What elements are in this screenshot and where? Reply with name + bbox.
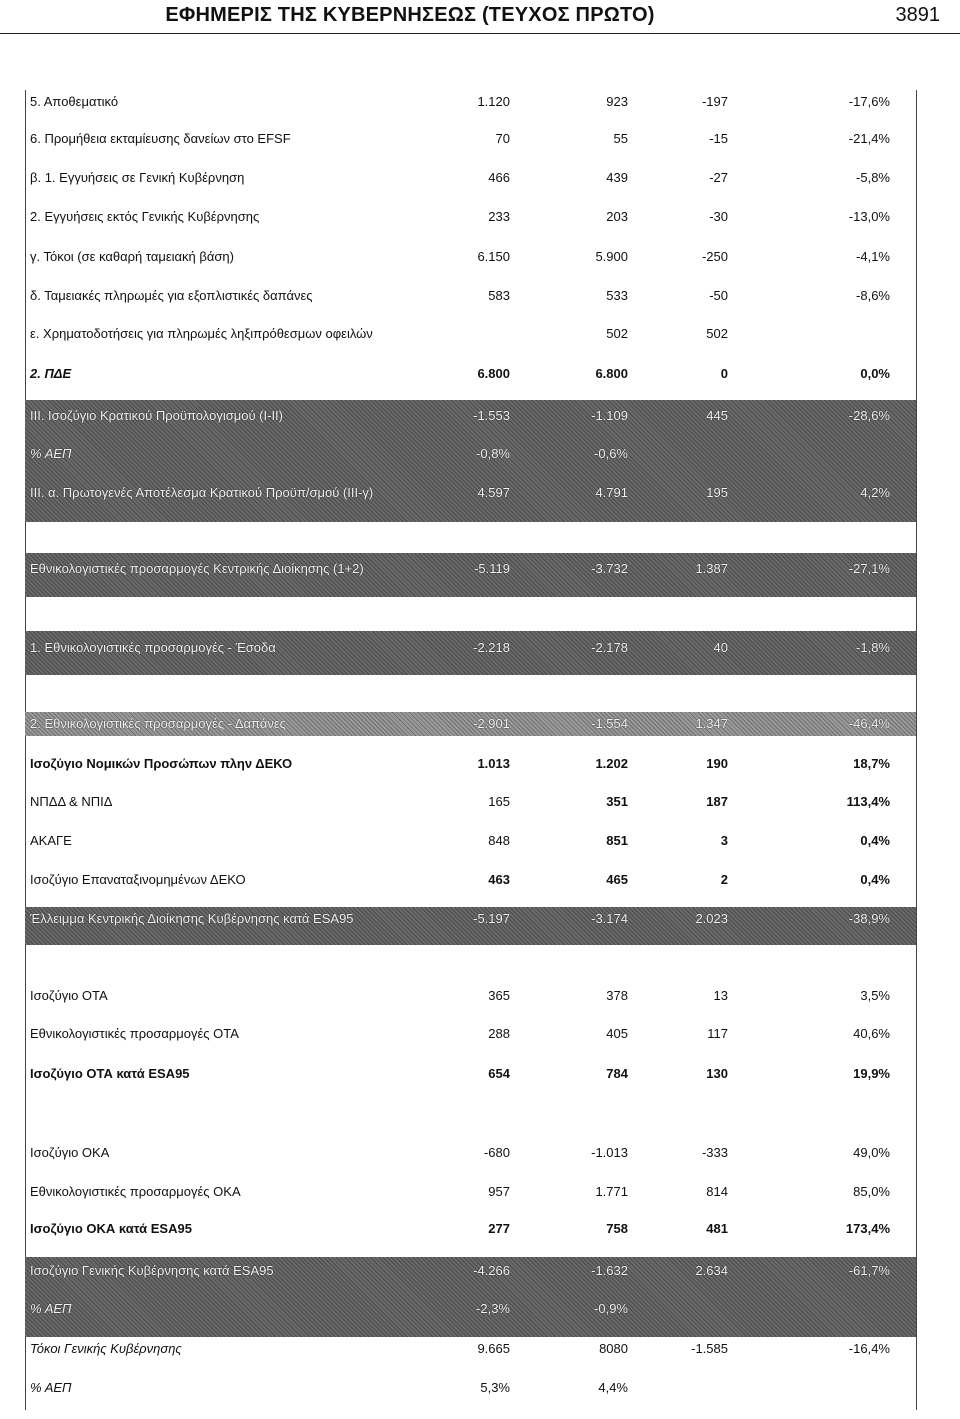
row-value-1: -2,3% [476, 1301, 510, 1316]
table-row [30, 127, 914, 151]
row-value-3: 40 [713, 640, 728, 655]
row-value-2: 1.202 [595, 756, 628, 771]
page-header [0, 0, 960, 40]
table-row [30, 752, 914, 776]
row-value-1: 1.120 [477, 94, 510, 109]
row-value-4: 0,0% [860, 366, 890, 381]
row-value-3: -27 [709, 170, 728, 185]
table-row [30, 907, 914, 931]
row-label: Εθνικολογιστικές προσαρμογές Κεντρικής Διοίκησης (1+2) [30, 561, 364, 576]
table-row [30, 404, 914, 428]
row-value-3: 187 [706, 794, 728, 809]
row-value-1: 70 [495, 131, 510, 146]
row-label: Ισοζύγιο ΟΚΑ [30, 1145, 110, 1160]
row-label: ε. Χρηματοδοτήσεις για πληρωμές ληξιπρόθεσμων οφειλών [30, 326, 373, 341]
row-value-4: -38,9% [848, 911, 890, 926]
table-row [30, 166, 914, 190]
row-value-1: -2.901 [473, 716, 510, 731]
row-value-4: -27,1% [848, 561, 890, 576]
table-row [30, 557, 914, 581]
row-value-1: 848 [488, 833, 510, 848]
row-value-4: -4,1% [856, 249, 890, 264]
table-row [30, 868, 914, 892]
header-rule [0, 33, 960, 34]
row-value-2: -3.732 [591, 561, 628, 576]
row-value-3: -333 [701, 1145, 728, 1160]
row-label: % ΑΕΠ [30, 1380, 72, 1395]
row-value-3: -197 [701, 94, 728, 109]
row-value-3: 814 [706, 1184, 728, 1199]
row-label: % ΑΕΠ [30, 1301, 72, 1316]
row-value-4: 0,4% [860, 872, 890, 887]
row-label: Ισοζύγιο Γενικής Κυβέρνησης κατά ESA95 [30, 1263, 274, 1278]
row-value-2: -1.554 [591, 716, 628, 731]
row-label: δ. Ταμειακές πληρωμές για εξοπλιστικές δαπάνες [30, 288, 313, 303]
row-value-4: -46,4% [848, 716, 890, 731]
row-value-2: 851 [606, 833, 628, 848]
row-value-1: -680 [483, 1145, 510, 1160]
table-row [30, 205, 914, 229]
row-value-4: 19,9% [853, 1066, 890, 1081]
row-value-2: 465 [606, 872, 628, 887]
row-value-3: 130 [706, 1066, 728, 1081]
row-value-1: -5.197 [473, 911, 510, 926]
row-value-3: 445 [706, 408, 728, 423]
row-label: ΝΠΔΔ & ΝΠΙΔ [30, 794, 113, 809]
row-label: III. Ισοζύγιο Κρατικού Προϋπολογισμού (I-II) [30, 408, 283, 423]
row-label: ΑΚΑΓΕ [30, 833, 72, 848]
row-value-2: 784 [606, 1066, 628, 1081]
row-value-2: -1.109 [591, 408, 628, 423]
table-row [30, 442, 914, 466]
row-value-1: 463 [488, 872, 510, 887]
row-label: III. α. Πρωτογενές Αποτέλεσμα Κρατικού Προϋπ/σμού (III-γ) [30, 485, 374, 500]
row-label: Ισοζύγιο Νομικών Προσώπων πλην ΔΕΚΟ [30, 756, 293, 771]
row-value-1: 1.013 [477, 756, 510, 771]
row-value-2: 203 [606, 209, 628, 224]
table-row [30, 1062, 914, 1086]
row-value-3: -250 [701, 249, 728, 264]
row-value-1: 466 [488, 170, 510, 185]
table-row [30, 481, 914, 505]
row-value-4: -16,4% [848, 1341, 890, 1356]
table-row [30, 712, 914, 736]
row-value-1: 365 [488, 988, 510, 1003]
row-value-4: 0,4% [860, 833, 890, 848]
row-value-4: -8,6% [856, 288, 890, 303]
row-value-2: 351 [606, 794, 628, 809]
row-value-2: -1.013 [591, 1145, 628, 1160]
row-value-3: 195 [706, 485, 728, 500]
table-row [30, 1217, 914, 1241]
row-value-1: 277 [488, 1221, 510, 1236]
row-label: Εθνικολογιστικές προσαρμογές ΟΚΑ [30, 1184, 241, 1199]
row-value-3: 2 [720, 872, 728, 887]
row-value-3: 2.023 [695, 911, 728, 926]
row-label: β. 1. Εγγυήσεις σε Γενική Κυβέρνηση [30, 170, 245, 185]
row-value-4: -5,8% [856, 170, 890, 185]
row-label: γ. Τόκοι (σε καθαρή ταμειακή βάση) [30, 249, 234, 264]
row-value-2: 8080 [599, 1341, 628, 1356]
row-value-2: -3.174 [591, 911, 628, 926]
row-value-4: 40,6% [853, 1026, 890, 1041]
row-value-1: 6.150 [477, 249, 510, 264]
row-value-3: 1.387 [695, 561, 728, 576]
row-value-3: 2.634 [695, 1263, 728, 1278]
table-row [30, 245, 914, 269]
table-row [30, 1297, 914, 1321]
table-row [30, 984, 914, 1008]
row-value-1: 583 [488, 288, 510, 303]
table-row [30, 1337, 914, 1361]
row-label: Ισοζύγιο ΟΤΑ κατά ESA95 [30, 1066, 190, 1081]
row-label: 2. ΠΔΕ [30, 366, 72, 381]
row-value-1: 654 [488, 1066, 510, 1081]
row-value-4: 4,2% [860, 485, 890, 500]
row-value-1: 4.597 [477, 485, 510, 500]
row-value-1: 165 [488, 794, 510, 809]
row-label: 2. Εγγυήσεις εκτός Γενικής Κυβέρνησης [30, 209, 260, 224]
row-value-4: -21,4% [848, 131, 890, 146]
row-label: Ισοζύγιο ΟΤΑ [30, 988, 108, 1003]
row-value-4: -28,6% [848, 408, 890, 423]
row-value-1: -5.119 [474, 561, 510, 576]
row-value-2: 378 [606, 988, 628, 1003]
row-value-1: 957 [488, 1184, 510, 1199]
row-value-4: 113,4% [846, 794, 890, 809]
table-right-border [916, 90, 917, 1410]
row-value-4: 173,4% [845, 1221, 890, 1236]
table-row [30, 1022, 914, 1046]
row-value-1: 288 [488, 1026, 510, 1041]
row-value-1: 5,3% [480, 1380, 510, 1395]
row-value-3: 481 [706, 1221, 728, 1236]
row-value-2: -0,9% [594, 1301, 628, 1316]
row-value-2: 1.771 [595, 1184, 628, 1199]
row-value-2: 923 [606, 94, 628, 109]
row-value-4: -61,7% [848, 1263, 890, 1278]
row-value-3: 3 [720, 833, 728, 848]
table-row [30, 1180, 914, 1204]
table-row [30, 1141, 914, 1165]
row-label: % ΑΕΠ [30, 446, 72, 461]
row-value-3: 13 [713, 988, 728, 1003]
row-value-4: -17,6% [848, 94, 890, 109]
row-value-3: 0 [720, 366, 728, 381]
row-value-3: -50 [709, 288, 728, 303]
row-value-2: 439 [606, 170, 628, 185]
row-value-1: 6.800 [477, 366, 510, 381]
row-label: 2. Εθνικολογιστικές προσαρμογές - Δαπάνες [30, 716, 286, 731]
row-value-2: -2.178 [591, 640, 628, 655]
table-left-border [25, 90, 26, 1410]
row-value-3: -30 [709, 209, 728, 224]
row-label: Ισοζύγιο ΟΚΑ κατά ESA95 [30, 1221, 192, 1236]
row-value-2: 758 [606, 1221, 628, 1236]
row-value-4: 85,0% [853, 1184, 890, 1199]
row-value-3: 1.347 [695, 716, 728, 731]
table-row [30, 1376, 914, 1400]
row-value-2: -0,6% [594, 446, 628, 461]
row-value-2: -1.632 [591, 1263, 628, 1278]
row-value-2: 533 [606, 288, 628, 303]
row-value-4: -1,8% [856, 640, 890, 655]
row-value-3: -15 [709, 131, 728, 146]
row-value-1: -1.553 [473, 408, 510, 423]
row-label: 1. Εθνικολογιστικές προσαρμογές - Έσοδα [30, 640, 276, 655]
row-label: Ισοζύγιο Επαναταξινομημένων ΔΕΚΟ [30, 872, 246, 887]
table-row [30, 1259, 914, 1283]
row-value-1: -4.266 [473, 1263, 510, 1278]
table-row [30, 790, 914, 814]
table-row [30, 362, 914, 386]
row-value-2: 405 [606, 1026, 628, 1041]
row-value-2: 5.900 [595, 249, 628, 264]
row-value-2: 6.800 [595, 366, 628, 381]
row-value-2: 4.791 [595, 485, 628, 500]
row-value-3: -1.585 [691, 1341, 728, 1356]
row-value-4: 18,7% [853, 756, 890, 771]
table-row [30, 90, 914, 114]
row-label: Έλλειμμα Κεντρικής Διοίκησης Κυβέρνησης κατά ESA95 [30, 911, 354, 926]
row-label: Εθνικολογιστικές προσαρμογές ΟΤΑ [30, 1026, 239, 1041]
row-value-4: 49,0% [853, 1145, 890, 1160]
table-row [30, 829, 914, 853]
row-value-1: -0,8% [476, 446, 510, 461]
page-number: 3891 [895, 4, 940, 26]
table-row [30, 284, 914, 308]
row-value-3: 190 [706, 756, 728, 771]
row-value-1: 9.665 [477, 1341, 510, 1356]
row-value-4: -13,0% [848, 209, 890, 224]
row-label: 5. Αποθεματικό [30, 94, 119, 109]
row-value-1: 233 [488, 209, 510, 224]
row-value-2: 55 [613, 131, 628, 146]
row-value-3: 502 [706, 326, 728, 341]
row-label: 6. Προμήθεια εκταμίευσης δανείων στο EFSF [30, 131, 291, 146]
table-row [30, 636, 914, 660]
row-value-4: 3,5% [860, 988, 890, 1003]
row-value-1: -2.218 [473, 640, 510, 655]
row-value-3: 117 [707, 1026, 728, 1041]
row-value-2: 4,4% [598, 1380, 628, 1395]
gazette-title: ΕΦΗΜΕΡΙΣ ΤΗΣ ΚΥΒΕΡΝΗΣΕΩΣ (ΤΕΥΧΟΣ ΠΡΩΤΟ) [165, 4, 655, 26]
row-value-2: 502 [606, 326, 628, 341]
table-row [30, 322, 914, 346]
row-label: Τόκοι Γενικής Κυβέρνησης [30, 1341, 182, 1356]
